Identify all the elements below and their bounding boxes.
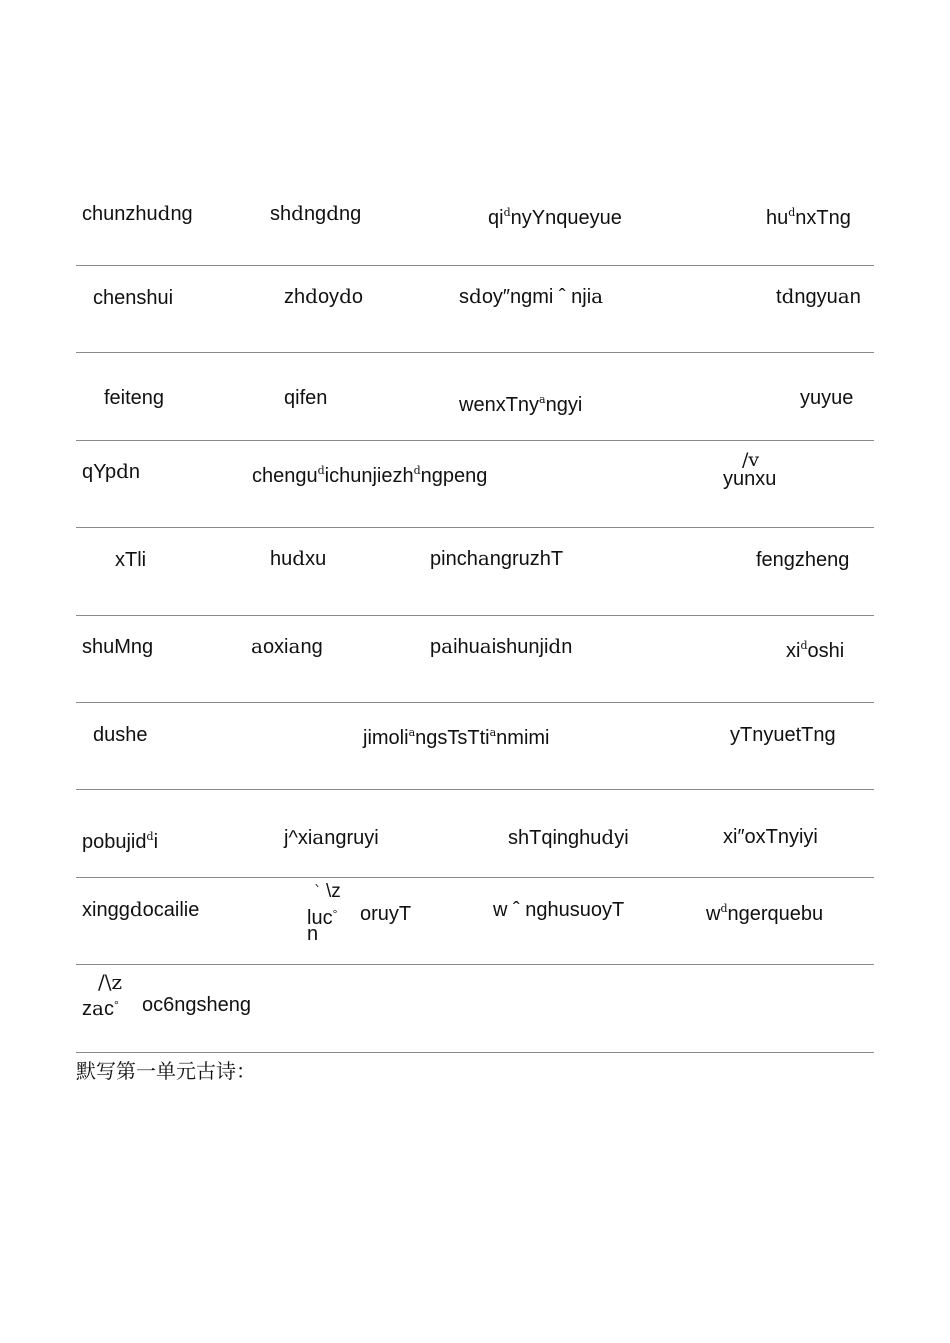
pinyin-word: qifen <box>284 387 328 409</box>
pinyin-word: yunxu <box>723 468 777 490</box>
pinyin-word: aoxiang <box>251 634 323 658</box>
pinyin-word: xinggdocailie <box>82 897 200 921</box>
pinyin-word: paihuaishunjidn <box>430 634 573 658</box>
pinyin-word: dushe <box>93 724 148 746</box>
pinyin-word: n <box>307 923 319 945</box>
pinyin-word: pobujid$^d$i <box>82 830 159 853</box>
tone-mark: ` <box>314 882 322 900</box>
row-divider <box>76 527 874 528</box>
pinyin-word: yTnyuetTng <box>730 724 836 746</box>
pinyin-word: zac° <box>82 996 119 1020</box>
tone-mark: /v <box>742 449 760 471</box>
row-divider <box>76 1052 874 1053</box>
pinyin-word: qYpdn <box>82 459 141 483</box>
pinyin-word: shTqinghudyi <box>508 825 629 849</box>
pinyin-word: wenxTny$^a$ngyi <box>459 393 583 416</box>
pinyin-word: oc6ngsheng <box>142 994 251 1016</box>
pinyin-word: shuMng <box>82 636 154 658</box>
dictation-instruction: 默写第一单元古诗： <box>76 1059 256 1083</box>
pinyin-word: chengu$^d$ichunjiezh$^d$ngpeng <box>252 464 488 487</box>
pinyin-word: fengzheng <box>756 549 850 571</box>
row-divider <box>76 964 874 965</box>
pinyin-word: feiteng <box>104 387 165 409</box>
pinyin-word: xTli <box>115 549 147 571</box>
pinyin-word: chenshui <box>93 287 174 309</box>
pinyin-word: j^xiangruyi <box>284 825 379 849</box>
pinyin-word: $w^dngerquebu$ <box>706 902 824 925</box>
pinyin-word: xi″oxTnyiyi <box>723 826 818 848</box>
pinyin-word: jimoli$^a$ngsTsTti$^a$nmimi <box>363 726 550 749</box>
pinyin-word: pinchangruzhT <box>430 546 564 570</box>
tone-mark: /\z <box>98 970 123 994</box>
pinyin-word: oruyT <box>360 903 412 925</box>
tone-mark: \z <box>326 881 341 902</box>
pinyin-word: w ˆ nghusuoyT <box>493 899 625 921</box>
pinyin-word: hudxu <box>270 546 327 570</box>
row-divider <box>76 789 874 790</box>
row-divider <box>76 265 874 266</box>
pinyin-word: sdoy″ngmi ˆ njia <box>459 284 604 308</box>
pinyin-word: yuyue <box>800 387 854 409</box>
pinyin-word: luc° <box>307 907 338 929</box>
row-divider <box>76 877 874 878</box>
row-divider <box>76 352 874 353</box>
pinyin-word: shdngdng <box>270 201 362 225</box>
pinyin-word: tdngyuan <box>776 284 861 308</box>
pinyin-word: $hu^dnxTng$ <box>766 206 851 229</box>
pinyin-word: zhdoydo <box>284 284 363 308</box>
pinyin-word: $xi^doshi$ <box>786 639 845 662</box>
row-divider <box>76 702 874 703</box>
pinyin-word: chunzhudng <box>82 201 193 225</box>
row-divider <box>76 440 874 441</box>
pinyin-word: $qi^dnyYnqueyue$ <box>488 206 622 229</box>
row-divider <box>76 615 874 616</box>
